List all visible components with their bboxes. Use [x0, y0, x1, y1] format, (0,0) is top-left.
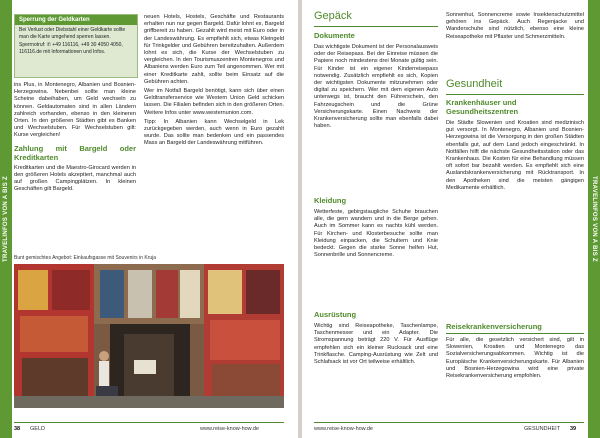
ausruestung-text — [314, 323, 438, 408]
right-page-number: 39 — [570, 426, 577, 432]
gesundheit-rule — [446, 94, 584, 95]
left-footer-section: GELD — [30, 426, 45, 432]
left-col1-paragraph-2: Kreditkarten und die Maestro-Girocard werden in den größeren Hotels akzeptiert, manchmal auch auf großen Campingplätzen. In kleinen Geschäften gilt Bargeld. — [14, 164, 136, 193]
left-page-number: 38 — [14, 426, 21, 432]
right-footer-rule — [314, 422, 584, 423]
gepaeck-rule — [314, 26, 438, 27]
right-footer-section: GESUNDHEIT — [524, 426, 561, 432]
left-footer-number — [14, 426, 20, 432]
tip-paragraph: Tipp: In Albanien kann Wechselgeld in Lek zurückgegeben werden, auch wenn in Euro gezahlt wurde. Das sollte man bedenken und ein passendes Mass an Bargeld der Landeswährung mitführen. — [144, 118, 284, 147]
left-footer-rule — [14, 422, 284, 423]
card-blocking-sidebox — [14, 14, 138, 78]
right-col2-top-text — [446, 12, 584, 70]
cash-credit-heading: Zahlung mit Bargeld oder Kreditkarten — [14, 143, 136, 162]
krankenhaeuser-heading: Krankenhäuser und Gesundheitszentren — [446, 98, 519, 116]
sidebox-hotline: Sperrnotruf: ✆ +49 116116, +49 30 4050 4050, 116116.de mit Informationen und Infos. — [19, 42, 123, 55]
dokumente-paragraph: Das wichtigste Dokument ist der Personalausweis oder der Reisepass. Bei der Einreise müssen die Papiere noch mindestens drei Monate gültig sein. Für Kinder ist ein eigener Kinderreisepass notwendig. Zusätzlich empfiehlt es sich, Kopien der wichtigsten Dokumente mitzunehmen oder digital zu speichern. Wer mit dem eigenen Auto unterwegs ist, braucht den Führerschein, den Fahrzeugschein und die Grüne Versicherungskarte. Einen Nachweis der Krankenversicherung sollte man ebenfalls dabei haben. — [314, 44, 438, 130]
reisekranken-paragraph: Für alle, die gesetzlich versichert sind, gilt in Slowenien, Kroatien und Montenegro das Sozialversicherungsabkommen. Wichtig ist die Europäische Krankenversicherungskarte. Für Albanien und Bosnien-Herzegowina wird eine private Reisekrankenversicherung empfohlen. — [446, 337, 584, 380]
bazaar-photo-illustration — [14, 264, 284, 408]
bazaar-photo — [14, 264, 284, 408]
dokumente-text — [314, 44, 438, 184]
left-page — [0, 0, 298, 438]
reisekranken-rule — [446, 333, 584, 334]
sidebox-title: Sperrung der Geldkarten — [15, 15, 137, 25]
right-footer-url[interactable]: www.reise-know-how.de — [314, 426, 373, 432]
gepaeck-title: Gepäck — [314, 10, 352, 22]
gesundheit-title: Gesundheit — [446, 78, 503, 90]
krankenhaeuser-paragraph: Die Städte Slowenien und Kroatien sind medizinisch gut versorgt. In Montenegro, Albanien und Bosnien-Herzegowina ist die Versorgung in den großen Städten ebenfalls gut, auf dem Land jedoch eingeschränkt. In Notfällen hilft die nächste Gesundheitsstation oder das Krankenhaus. Die Kosten für eine Behandlung müssen oft sofort bar bezahlt werden. Es empfiehlt sich eine Auslandskrankenversicherung mit Rücktransport. In den Apotheken sind die meisten gängigen Medikamente erhältlich. — [446, 120, 584, 191]
left-footer-url[interactable]: www.reise-know-how.de — [200, 426, 259, 432]
sidebox-body — [15, 25, 137, 57]
left-column-2 — [144, 14, 284, 252]
left-col2-paragraph: neuen Hotels, Hostels, Geschäfte und Restaurants erhalten nun nur gegen Bargeld. Dafür lohnt es, Bargeld griffbereit zu haben. Gezahlt wird meist mit Euro oder in der Landeswährung. Es empfiehlt sich, etwas Kleingeld für Trinkgelder und Gebühren bereitzuhalten. Außerdem lohnt es sich, die Kurse der Wechselstuben zu vergleichen. In den Tourismuszentren Montenegros und Albaniens werden Euro zum Teil angenommen. Wer mit einer Kreditkarte zahlt, sollte beim Einsatz auf die Gebühren achten. — [144, 14, 284, 85]
left-side-tab — [0, 0, 12, 438]
left-col1-paragraph: ins Plus, in Montenegro, Albanien und Bosnien-Herzegowina. Nebenbei sollte man kleine Scheine dabeihaben, um Geld wechseln zu können. Geldautomaten sind in allen Ländern zahlreich vorhanden, ebenso in den kleineren Orten. In den größeren Städten gibt es Banken und Wechselstuben. Für Wechselstuben gilt: Kurse vergleichen! — [14, 82, 136, 139]
right-col2-paragraph: Sonnenhut, Sonnencreme sowie Insektenschutzmittel gehören ins Gepäck. Auch Regenjacke und Wanderschuhe sind nützlich, ebenso eine kleine Reiseapotheke mit Pflaster und Schmerzmitteln. — [446, 12, 584, 40]
sidebox-text: Bei Verlust oder Diebstahl einer Geldkarte sollte man die Karte umgehend sperren lassen. — [19, 27, 126, 40]
right-footer-number — [570, 426, 576, 432]
dokumente-heading: Dokumente — [314, 31, 355, 40]
reisekrankenversicherung-text — [446, 337, 584, 409]
kleidung-text — [314, 209, 438, 297]
reisekrankenversicherung-heading: Reisekrankenversicherung — [446, 322, 542, 331]
photo-caption: Bunt gemischtes Angebot: Einkaufsgasse mit Souvenirs in Kruja — [14, 255, 157, 261]
left-side-tab-label: TRAVELINFOS VON A BIS Z — [3, 175, 9, 263]
krankenhaeuser-text — [446, 120, 584, 316]
left-col2-paragraph-2: Wer im Notfall Bargeld benötigt, kann sich über einen Geldtransferservice wie Western Union Geld schicken lassen. Die Filialen befinden sich in den größeren Orten. Weitere Infos unter www.westernunion.com. — [144, 88, 284, 116]
right-page — [302, 0, 600, 438]
kleidung-heading: Kleidung — [314, 196, 347, 205]
left-column-1 — [14, 82, 136, 252]
ausruestung-heading: Ausrüstung — [314, 310, 357, 319]
right-side-tab-label: TRAVELINFOS VON A BIS Z — [591, 175, 597, 263]
right-side-tab — [588, 0, 600, 438]
kleidung-paragraph: Wetterfeste, gebirgstaugliche Schuhe brauchen alle, die gern wandern und in die Berge gehen. Auch im Sommer kann es nachts kühl werden. Für Kirchen- und Klosterbesuche sollte man Kleidung einpacken, die Schultern und Knie bedeckt. Gegen die starke Sonne helfen Hut, Sonnenbrille und Sonnencreme. — [314, 209, 438, 259]
ausruestung-paragraph: Wichtig sind Reiseapotheke, Taschenlampe, Taschenmesser und ein Adapter. Die Stromspannung beträgt 220 V. Für Ausflüge empfehlen sich ein kleiner Rucksack und eine Trinkflasche. Camping-Ausrüstung wie Zelt und Schlafsack ist vor Ort teilweise erhältlich. — [314, 323, 438, 366]
